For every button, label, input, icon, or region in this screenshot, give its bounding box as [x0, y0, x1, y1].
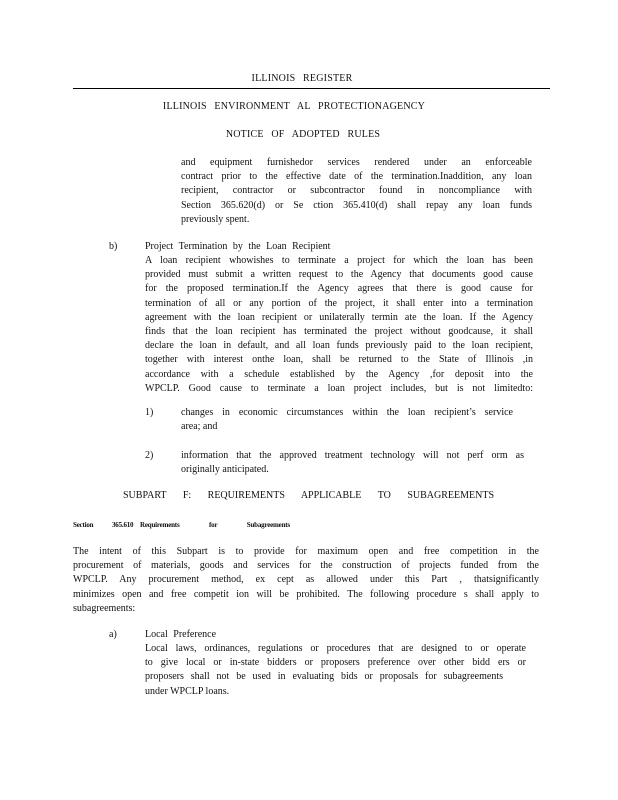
section-heading — [73, 520, 290, 530]
section-b-marker: b) — [109, 241, 118, 252]
register-title: ILLINOIS REGISTER — [251, 73, 353, 84]
text-line: changes in economic circumstances within the loan recipient’s service — [181, 407, 513, 418]
text-line: proposers shall not be used in evaluating bids or proposals for subagreements — [145, 671, 503, 683]
item-1-body — [181, 406, 513, 434]
text-line: Section 365.620(d) or Se ction 365.410(d) shall repay any loan funds — [181, 199, 532, 211]
text-line: finds that the loan recipient has terminated the project without goodcause, it shall — [145, 325, 533, 337]
text-line: A loan recipient whowishes to terminate a project for which the loan has been — [145, 255, 533, 266]
section-a-marker: a) — [109, 629, 117, 640]
text-line: WPCLP. Any procurement method, ex cept as allowed under this Part , thatsignificantly — [73, 574, 539, 586]
text-line: WPCLP. Good cause to terminate a loan project includes, but is not limitedto: — [145, 382, 533, 394]
text-line: provided must submit a written request to the Agency that documents good cause — [145, 269, 533, 281]
text-line: subagreements: — [73, 602, 136, 614]
text-line: termination of all or any portion of the project, it shall enter into a termination — [145, 297, 533, 309]
intent-paragraph — [73, 545, 539, 616]
text-line: together with interest onthe loan, shall be returned to the State of Illinois ,in — [145, 354, 533, 366]
text-line: recipient, contractor or subcontractor found in noncompliance with — [181, 185, 532, 197]
text-line: and equipment furnishedor services rendered under an enforceable — [181, 157, 532, 168]
text-line: The intent of this Subpart is to provide for maximum open and free competition in the — [73, 546, 539, 557]
section-title: Requirements for Subagreements — [140, 521, 290, 529]
text-line: area; and — [181, 421, 218, 433]
text-line: contract prior to the effective date of the termination.Inaddition, any loan — [181, 171, 532, 183]
text-line: previously spent. — [181, 213, 250, 225]
header-rule — [73, 88, 550, 89]
item-2-marker: 2) — [145, 450, 154, 461]
section-a-heading: Local Preference — [145, 629, 217, 640]
text-line: Local laws, ordinances, regulations or procedures that are designed to or operate — [145, 643, 526, 654]
text-line: for the proposed termination.If the Agency agrees that there is good cause for — [145, 283, 533, 295]
text-line: under WPCLP loans. — [145, 685, 230, 697]
section-b-heading: Project Termination by the Loan Recipient — [145, 241, 331, 252]
item-2-body — [181, 449, 524, 477]
section-a-body — [145, 642, 526, 699]
text-line: minimizes open and free competit ion will be prohibited. The following procedure s shall apply to — [73, 588, 539, 600]
item-1-marker: 1) — [145, 407, 154, 418]
notice-title: NOTICE OF ADOPTED RULES — [225, 129, 381, 140]
agency-name: ILLINOIS ENVIRONMENT AL PROTECTIONAGENCY — [162, 101, 426, 112]
section-label: Section — [73, 521, 94, 529]
text-line: procurement of materials, goods and services for the construction of projects funded from the — [73, 560, 539, 572]
text-line: information that the approved treatment technology will not perf orm as — [181, 450, 524, 461]
text-line: originally anticipated. — [181, 464, 269, 476]
subpart-title: SUBPART F: REQUIREMENTS APPLICABLE TO SUBAGREEMENTS — [123, 490, 495, 501]
section-b-body — [145, 254, 533, 396]
section-number: 365.610 — [112, 521, 134, 529]
intro-paragraph — [181, 156, 532, 227]
text-line: agreement with the loan recipient or unilaterally termin ate the loan. If the Agency — [145, 311, 533, 323]
text-line: accordance with a schedule established by the Agency ,for deposit into the — [145, 368, 533, 380]
text-line: to give local or in-state bidders or proposers preference over other bidd ers or — [145, 657, 526, 669]
text-line: declare the loan in default, and all loan funds previously paid to the loan recipient, — [145, 340, 533, 352]
